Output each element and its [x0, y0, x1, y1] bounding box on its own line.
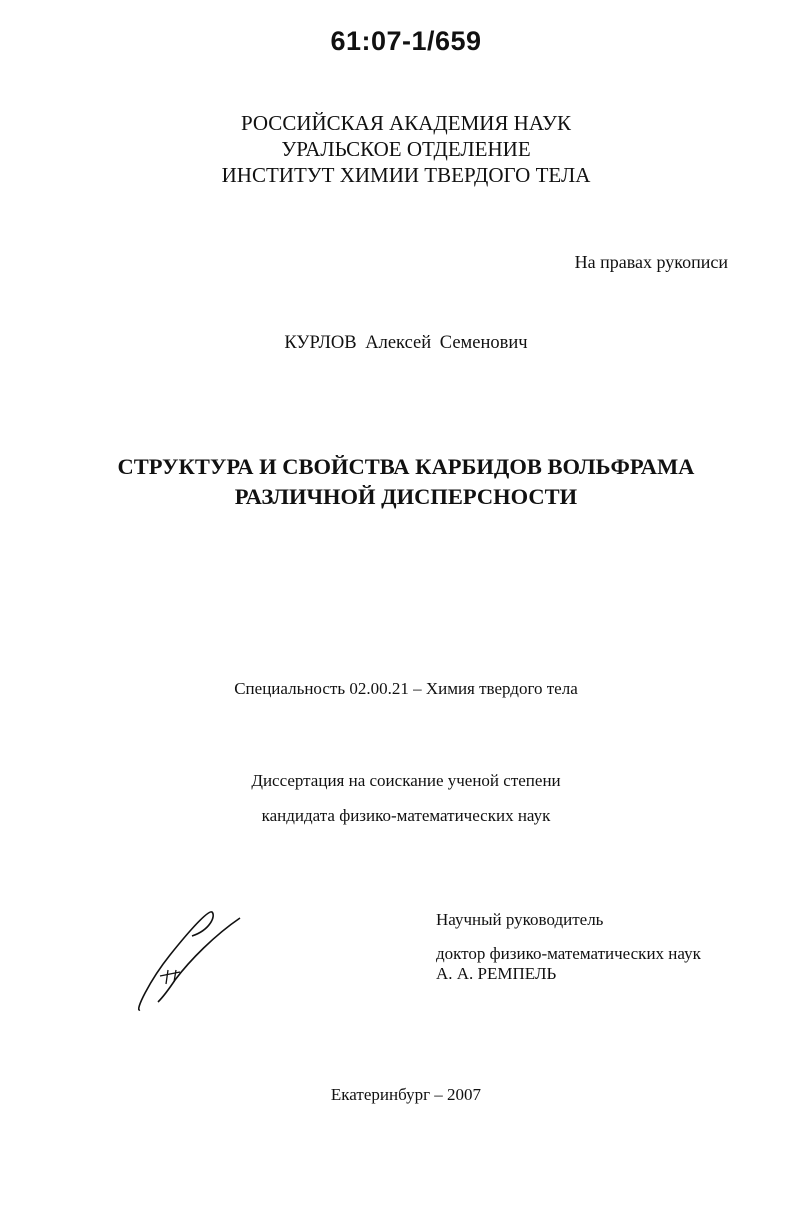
title-line: СТРУКТУРА И СВОЙСТВА КАРБИДОВ ВОЛЬФРАМА [117, 454, 695, 479]
organization-line: УРАЛЬСКОЕ ОТДЕЛЕНИЕ [281, 137, 531, 161]
degree-line: Диссертация на соискание ученой степени [251, 771, 561, 790]
organization-block [0, 110, 798, 188]
organization-line: РОССИЙСКАЯ АКАДЕМИЯ НАУК [240, 111, 572, 135]
supervisor-label: Научный руководитель [436, 910, 604, 929]
supervisor-block [436, 910, 701, 984]
catalog-code: 61:07-1/659 [330, 26, 482, 56]
supervisor-name: А. А. РЕМПЕЛЬ [436, 964, 557, 983]
dissertation-title [0, 452, 798, 512]
specialty: Специальность 02.00.21 – Химия твердого тела [234, 679, 578, 698]
degree-statement [0, 763, 798, 833]
organization-line: ИНСТИТУТ ХИМИИ ТВЕРДОГО ТЕЛА [221, 163, 591, 187]
manuscript-rights: На правах рукописи [574, 252, 728, 272]
city-year: Екатеринбург – 2007 [330, 1085, 482, 1104]
supervisor-degree: доктор физико-математических наук [436, 944, 701, 963]
title-line: РАЗЛИЧНОЙ ДИСПЕРСНОСТИ [234, 484, 578, 509]
degree-line: кандидата физико-математических наук [261, 806, 551, 825]
author-name: КУРЛОВ Алексей Семенович [284, 333, 528, 353]
signature-icon [130, 900, 250, 1020]
